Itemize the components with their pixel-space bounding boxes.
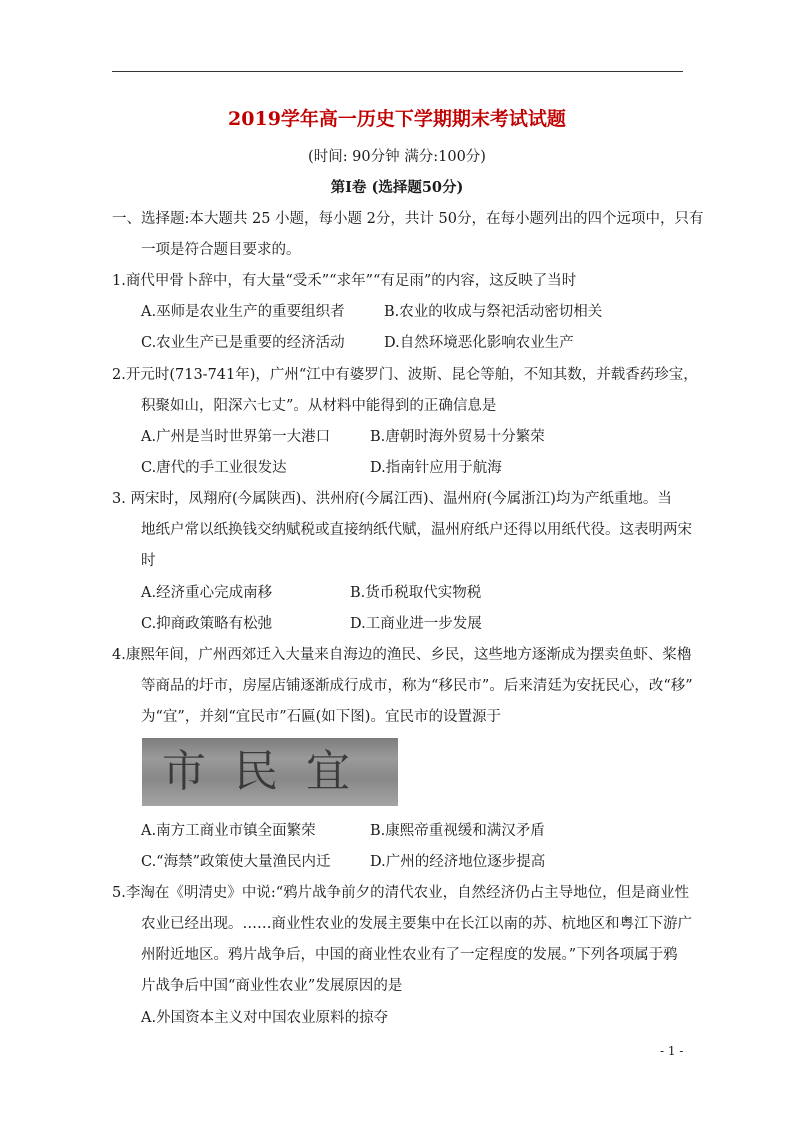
section-heading: 第Ⅰ卷 (选择题50分) — [330, 179, 464, 196]
question-5-stem-line-4: 片战争后中国“商业性农业”发展原因的是 — [141, 978, 403, 994]
question-1-option-c: C.农业生产已是重要的经济活动 — [141, 335, 345, 351]
question-3-option-a: A.经济重心完成南移 — [141, 585, 273, 601]
question-4-stem-line-3: 为“宜”，并刻“宜民市”石匾(如下图)。宜民市的设置源于 — [141, 709, 501, 725]
header-rule — [112, 71, 683, 72]
question-4-option-b: B.康熙帝重视缓和满汉矛盾 — [370, 823, 545, 839]
question-4-option-a: A.南方工商业市镇全面繁荣 — [141, 823, 316, 839]
question-2-stem-line-2: 积聚如山，阳深六七丈”。从材料中能得到的正确信息是 — [141, 398, 497, 414]
question-4-stem-line-2: 等商品的圩市，房屋店铺逐渐成行成市，称为“移民市”。后来清廷为安抚民心，改“移” — [141, 678, 693, 694]
question-3-option-c: C.抑商政策略有松弛 — [141, 616, 273, 632]
question-3-option-b: B.货币税取代实物税 — [350, 585, 482, 601]
question-4-stem-line-1: 4.康熙年间，广州西郊迁入大量来自海边的渔民、乡民，这些地方逐渐成为摆卖鱼虾、桨櫓 — [112, 647, 692, 663]
question-4-option-c: C.“海禁”政策使大量渔民内迁 — [141, 854, 331, 870]
exam-time-info: (时间: 90分钟 满分:100分) — [308, 149, 486, 165]
question-5-stem-line-1: 5.李淘在《明清史》中说:“鸦片战争前夕的清代农业，自然经济仍占主导地位，但是商业性 — [112, 885, 690, 901]
instructions-line-2: 一项是符合题目要求的。 — [141, 242, 301, 258]
question-3-option-d: D.工商业进一步发展 — [350, 616, 482, 632]
page-number: - 1 - — [660, 1044, 684, 1058]
stone-plaque-image — [142, 738, 398, 806]
question-2-option-c: C.唐代的手工业很发达 — [141, 460, 287, 476]
question-1-option-b: B.农业的收成与祭祀活动密切相关 — [384, 304, 603, 320]
question-2-option-a: A.广州是当时世界第一大港口 — [141, 429, 331, 445]
question-1-option-a: A.巫师是农业生产的重要组织者 — [141, 304, 345, 320]
question-4-option-d: D.广州的经济地位逐步提高 — [370, 854, 546, 870]
question-2-stem-line-1: 2.开元时(713-741年)，广州“江中有婆罗门、波斯、昆仑等舶，不知其数，并载香药珍宝， — [112, 367, 698, 383]
question-1-option-d: D.自然环境恶化影响农业生产 — [384, 335, 574, 351]
question-1-stem: 1.商代甲骨卜辞中，有大量“受禾”“求年”“有足雨”的内容，这反映了当时 — [112, 273, 577, 289]
stone-plaque-inscription: 市民宜 — [162, 746, 378, 797]
question-2-option-b: B.唐朝时海外贸易十分繁荣 — [370, 429, 545, 445]
question-3-stem-line-1: 3. 两宋时，凤翔府(今属陕西)、洪州府(今属江西)、温州府(今属浙江)均为产纸重地。当 — [112, 491, 672, 507]
instructions-line-1: 一、选择题:本大题共 25 小题，每小题 2分，共计 50分，在每小题列出的四个远项中，只有 — [112, 211, 704, 227]
question-5-stem-line-2: 农业已经出现。……商业性农业的发展主要集中在长江以南的苏、杭地区和粤江下游广 — [141, 916, 692, 932]
question-2-option-d: D.指南针应用于航海 — [370, 460, 502, 476]
document-title: 2019学年高一历史下学期期末考试试题 — [228, 108, 566, 130]
question-3-stem-line-3: 时 — [141, 553, 156, 569]
question-5-option-a: A.外国资本主义对中国农业原料的掠夺 — [141, 1010, 389, 1026]
question-3-stem-line-2: 地纸户常以纸换钱交纳赋税或直接纳纸代赋，温州府纸户还得以用纸代役。这表明两宋 — [141, 522, 692, 538]
question-5-stem-line-3: 州附近地区。鸦片战争后，中国的商业性农业有了一定程度的发展。”下列各项属于鸦 — [141, 947, 678, 963]
